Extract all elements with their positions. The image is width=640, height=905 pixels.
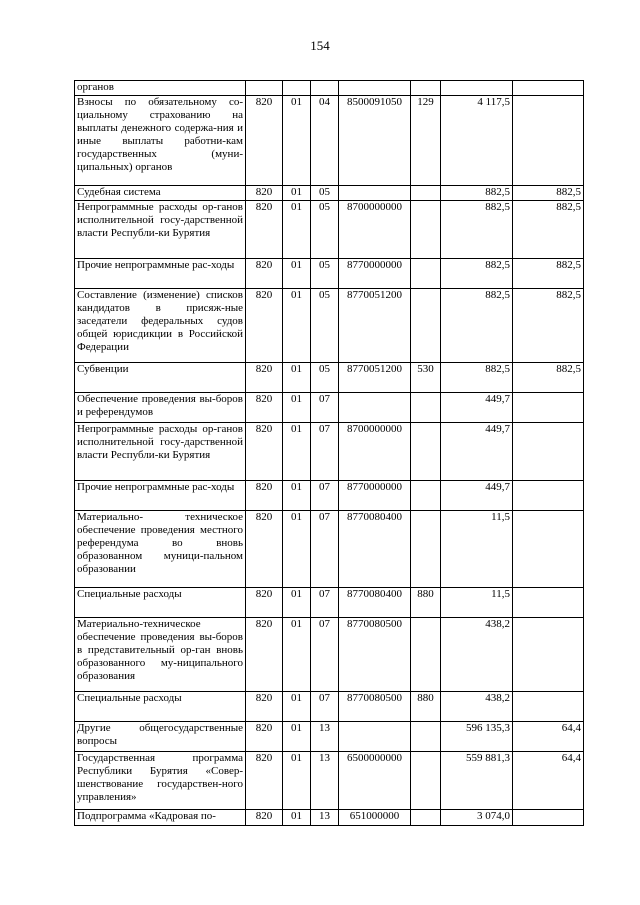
row-vr (411, 511, 441, 588)
table-row (75, 810, 584, 826)
row-ved: 820 (246, 692, 283, 722)
row-vr (411, 289, 441, 363)
row-vr: 880 (411, 692, 441, 722)
row-rz: 01 (283, 511, 311, 588)
table-row (75, 259, 584, 289)
row-csr (339, 393, 411, 423)
row-sum1: 449,7 (441, 481, 513, 511)
table-row (75, 96, 584, 186)
table-row (75, 201, 584, 259)
row-sum1: 882,5 (441, 363, 513, 393)
table-row (75, 423, 584, 481)
row-name: Другие общегосударственные вопросы (75, 722, 246, 752)
row-pr: 07 (311, 588, 339, 618)
table-row (75, 81, 584, 96)
row-name: Составление (изменение) списков кандидатов в присяж-ные заседатели федеральных судов общей юрисдикции в Российской Федерации (75, 289, 246, 363)
row-vr: 880 (411, 588, 441, 618)
row-vr: 530 (411, 363, 441, 393)
row-sum2 (513, 423, 584, 481)
row-csr: 8770051200 (339, 289, 411, 363)
row-name: Материально-техническое обеспечение проведения вы-боров в представительный ор-ган вновь образованного му-ниципального образования (75, 618, 246, 692)
row-vr (411, 393, 441, 423)
row-csr (339, 81, 411, 96)
row-pr: 04 (311, 96, 339, 186)
row-sum2: 882,5 (513, 289, 584, 363)
row-ved: 820 (246, 618, 283, 692)
row-sum2: 882,5 (513, 363, 584, 393)
row-vr (411, 186, 441, 201)
budget-table-body (75, 81, 584, 826)
row-sum1: 438,2 (441, 618, 513, 692)
row-rz: 01 (283, 393, 311, 423)
row-sum2 (513, 481, 584, 511)
row-pr: 05 (311, 201, 339, 259)
row-csr: 8500091050 (339, 96, 411, 186)
row-ved (246, 81, 283, 96)
row-rz: 01 (283, 481, 311, 511)
row-sum1: 11,5 (441, 511, 513, 588)
table-row (75, 289, 584, 363)
table-row (75, 393, 584, 423)
row-pr: 05 (311, 363, 339, 393)
row-sum2 (513, 96, 584, 186)
row-vr (411, 81, 441, 96)
row-sum2: 64,4 (513, 722, 584, 752)
table-row (75, 186, 584, 201)
row-vr (411, 259, 441, 289)
row-sum2: 64,4 (513, 752, 584, 810)
row-name: Судебная система (75, 186, 246, 201)
row-csr: 8700000000 (339, 423, 411, 481)
row-vr (411, 201, 441, 259)
row-rz: 01 (283, 423, 311, 481)
row-sum1: 882,5 (441, 289, 513, 363)
row-pr: 05 (311, 259, 339, 289)
table-row (75, 511, 584, 588)
row-name: Прочие непрограммные рас-ходы (75, 259, 246, 289)
row-ved: 820 (246, 186, 283, 201)
row-csr: 8770000000 (339, 481, 411, 511)
row-sum1: 882,5 (441, 186, 513, 201)
row-csr (339, 186, 411, 201)
row-ved: 820 (246, 363, 283, 393)
row-pr: 07 (311, 618, 339, 692)
row-sum2 (513, 511, 584, 588)
row-name: Субвенции (75, 363, 246, 393)
row-sum2: 882,5 (513, 186, 584, 201)
row-ved: 820 (246, 722, 283, 752)
row-sum2 (513, 588, 584, 618)
row-pr: 07 (311, 481, 339, 511)
row-rz: 01 (283, 588, 311, 618)
row-name: Подпрограмма «Кадровая по- (75, 810, 246, 826)
row-rz: 01 (283, 722, 311, 752)
row-name: Специальные расходы (75, 692, 246, 722)
row-rz (283, 81, 311, 96)
row-ved: 820 (246, 201, 283, 259)
row-rz: 01 (283, 810, 311, 826)
row-rz: 01 (283, 289, 311, 363)
row-ved: 820 (246, 393, 283, 423)
row-sum1: 596 135,3 (441, 722, 513, 752)
row-pr: 07 (311, 511, 339, 588)
row-pr: 07 (311, 692, 339, 722)
row-rz: 01 (283, 186, 311, 201)
row-ved: 820 (246, 511, 283, 588)
row-csr: 8770080400 (339, 588, 411, 618)
page-number: 154 (310, 38, 330, 53)
row-pr: 07 (311, 393, 339, 423)
row-csr: 6500000000 (339, 752, 411, 810)
row-sum1: 4 117,5 (441, 96, 513, 186)
row-vr: 129 (411, 96, 441, 186)
row-csr: 8770051200 (339, 363, 411, 393)
row-ved: 820 (246, 259, 283, 289)
row-sum1 (441, 81, 513, 96)
row-name: Государственная программа Республики Бурятия «Совер-шенствование государствен-ного управления» (75, 752, 246, 810)
row-rz: 01 (283, 618, 311, 692)
row-csr: 651000000 (339, 810, 411, 826)
table-row (75, 692, 584, 722)
row-name: Непрограммные расходы ор-ганов исполнительной госу-дарственной власти Республи-ки Бурятия (75, 201, 246, 259)
row-csr: 8770080500 (339, 618, 411, 692)
table-row (75, 588, 584, 618)
row-rz: 01 (283, 692, 311, 722)
row-name: Непрограммные расходы ор-ганов исполнительной госу-дарственной власти Республи-ки Бурятия (75, 423, 246, 481)
row-sum1: 559 881,3 (441, 752, 513, 810)
row-sum2: 882,5 (513, 259, 584, 289)
table-row (75, 618, 584, 692)
row-sum2 (513, 618, 584, 692)
row-csr: 8770000000 (339, 259, 411, 289)
row-csr: 8700000000 (339, 201, 411, 259)
row-sum2 (513, 393, 584, 423)
row-vr (411, 618, 441, 692)
row-sum2 (513, 692, 584, 722)
row-sum1: 438,2 (441, 692, 513, 722)
row-rz: 01 (283, 259, 311, 289)
row-csr: 8770080400 (339, 511, 411, 588)
row-ved: 820 (246, 96, 283, 186)
table-row (75, 722, 584, 752)
row-name: органов (75, 81, 246, 96)
row-ved: 820 (246, 481, 283, 511)
row-csr (339, 722, 411, 752)
row-rz: 01 (283, 201, 311, 259)
row-ved: 820 (246, 752, 283, 810)
row-vr (411, 423, 441, 481)
table-row (75, 363, 584, 393)
row-vr (411, 752, 441, 810)
row-sum1: 449,7 (441, 423, 513, 481)
row-sum1: 882,5 (441, 201, 513, 259)
row-pr: 05 (311, 186, 339, 201)
row-pr (311, 81, 339, 96)
budget-table (74, 80, 584, 826)
row-name: Материально- техническое обеспечение проведения местного референдума во вновь образованном муници-пальном образовании (75, 511, 246, 588)
row-sum2: 882,5 (513, 201, 584, 259)
row-rz: 01 (283, 752, 311, 810)
row-pr: 07 (311, 423, 339, 481)
row-ved: 820 (246, 810, 283, 826)
row-sum1: 3 074,0 (441, 810, 513, 826)
row-pr: 13 (311, 752, 339, 810)
row-rz: 01 (283, 96, 311, 186)
row-rz: 01 (283, 363, 311, 393)
row-vr (411, 810, 441, 826)
row-ved: 820 (246, 588, 283, 618)
row-sum1: 11,5 (441, 588, 513, 618)
row-ved: 820 (246, 289, 283, 363)
row-sum1: 449,7 (441, 393, 513, 423)
row-pr: 05 (311, 289, 339, 363)
table-row (75, 481, 584, 511)
row-pr: 13 (311, 810, 339, 826)
row-name: Специальные расходы (75, 588, 246, 618)
row-vr (411, 481, 441, 511)
row-sum1: 882,5 (441, 259, 513, 289)
row-pr: 13 (311, 722, 339, 752)
row-name: Взносы по обязательному со-циальному страхованию на выплаты денежного содержа-ния и иные выплаты работни-кам государственных (муни-ципальных) органов (75, 96, 246, 186)
row-vr (411, 722, 441, 752)
row-name: Обеспечение проведения вы-боров и референдумов (75, 393, 246, 423)
table-row (75, 752, 584, 810)
row-csr: 8770080500 (339, 692, 411, 722)
row-sum2 (513, 81, 584, 96)
row-name: Прочие непрограммные рас-ходы (75, 481, 246, 511)
row-ved: 820 (246, 423, 283, 481)
row-sum2 (513, 810, 584, 826)
